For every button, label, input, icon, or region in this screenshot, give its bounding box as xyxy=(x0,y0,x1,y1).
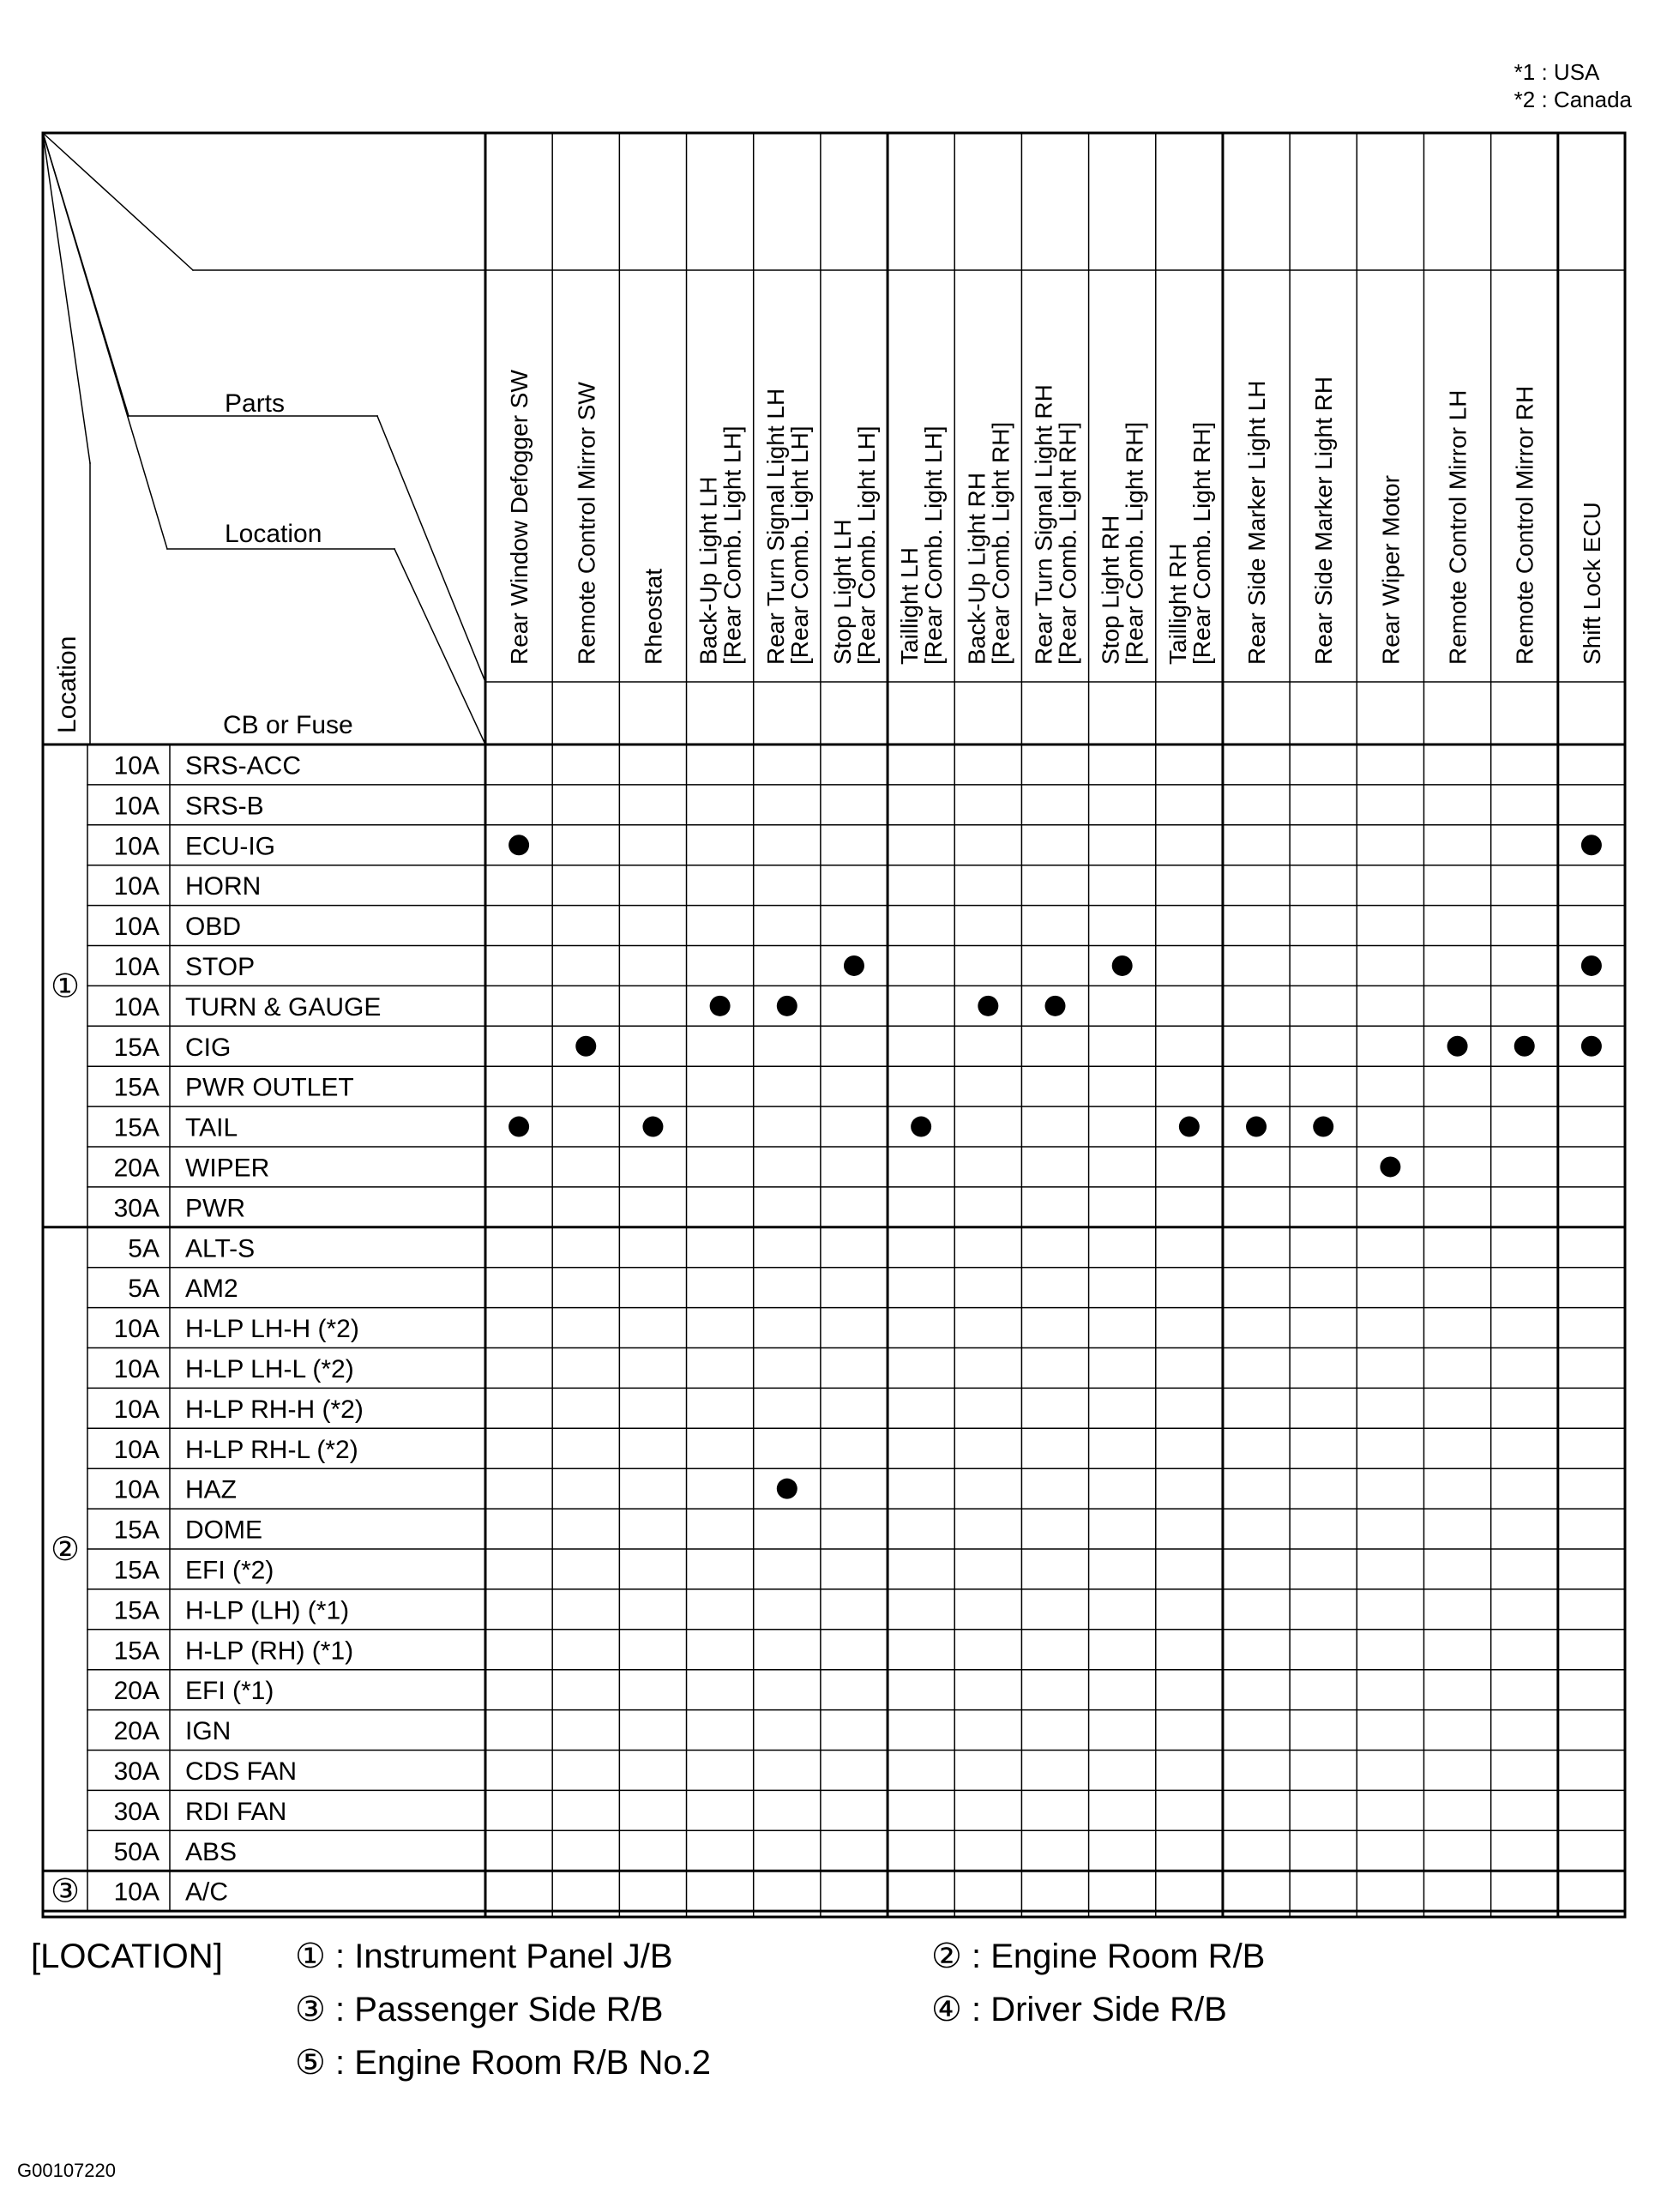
fuse-amperage: 10A xyxy=(113,792,159,821)
legend-text: Passenger Side R/B xyxy=(354,1991,664,2028)
footnote-mark: *1 xyxy=(1514,59,1536,85)
fuse-name: H-LP LH-H (*2) xyxy=(185,1315,359,1344)
part-label: Shift Lock ECU xyxy=(1578,502,1605,665)
part-label: Taillight LH xyxy=(896,547,924,665)
fuse-amperage: 15A xyxy=(113,1556,159,1585)
fuse-name: SRS-B xyxy=(185,792,264,821)
connection-dot xyxy=(1380,1156,1400,1177)
part-label: Stop Light LH xyxy=(828,519,856,665)
connection-dot xyxy=(509,835,529,855)
fuse-amperage: 20A xyxy=(113,1717,159,1746)
connection-dot xyxy=(777,996,797,1016)
fuse-amperage: 10A xyxy=(113,872,159,901)
fuse-amperage: 50A xyxy=(113,1837,159,1866)
part-label: Rear Window Defogger SW xyxy=(506,370,533,665)
part-label: Rheostat xyxy=(640,568,667,665)
fuse-amperage: 30A xyxy=(113,1194,159,1223)
fuse-amperage: 30A xyxy=(113,1757,159,1786)
fuse-amperage: 10A xyxy=(113,1315,159,1344)
footnote-usa: *1 : USA xyxy=(1514,59,1600,85)
fuse-amperage: 15A xyxy=(113,1596,159,1625)
header-cb-fuse-label: CB or Fuse xyxy=(223,711,353,739)
part-label: [Rear Comb. Light RH] xyxy=(1121,421,1148,665)
fuse-amperage: 10A xyxy=(113,1877,159,1907)
part-label: [Rear Comb. Light LH] xyxy=(719,425,746,665)
connection-dot xyxy=(575,1036,596,1057)
connection-dot xyxy=(844,955,864,976)
connection-dot xyxy=(1112,955,1133,976)
part-label: Rear Side Marker Light RH xyxy=(1310,376,1338,665)
part-label: [Rear Comb. Light RH] xyxy=(987,421,1014,665)
location-marker-1: ① xyxy=(50,968,81,1005)
connection-dot xyxy=(1514,1036,1535,1057)
part-label: Remote Control Mirror SW xyxy=(573,382,600,665)
fuse-name: EFI (*2) xyxy=(185,1556,274,1585)
footnote-text: Canada xyxy=(1553,87,1632,112)
footnote-canada: *2 : Canada xyxy=(1514,87,1632,112)
fuse-amperage: 10A xyxy=(113,1435,159,1464)
header-location-label: Location xyxy=(225,520,322,548)
footnote-text: USA xyxy=(1553,59,1600,85)
legend-key: [LOCATION] xyxy=(31,1938,223,1975)
part-label: [Rear Comb. Light RH] xyxy=(1054,421,1081,665)
fuse-name: TURN & GAUGE xyxy=(185,992,382,1022)
part-label: Taillight RH xyxy=(1164,543,1191,665)
connection-dot xyxy=(1179,1117,1200,1137)
legend-text: Engine Room R/B xyxy=(990,1938,1266,1975)
fuse-name: ABS xyxy=(185,1837,238,1866)
connection-dot xyxy=(978,996,998,1016)
part-label: Back-Up Light RH xyxy=(963,472,990,665)
fuse-name: H-LP RH-L (*2) xyxy=(185,1435,358,1464)
diagonal-line xyxy=(43,133,167,549)
legend-marker: ② xyxy=(931,1938,962,1975)
fuse-name: H-LP LH-L (*2) xyxy=(185,1354,354,1383)
legend-text: Instrument Panel J/B xyxy=(354,1938,673,1975)
fuse-name: H-LP (RH) (*1) xyxy=(185,1636,354,1666)
fuse-amperage: 15A xyxy=(113,1516,159,1545)
fuse-amperage: 30A xyxy=(113,1797,159,1826)
fuse-name: CDS FAN xyxy=(185,1757,298,1786)
part-label: Rear Side Marker Light LH xyxy=(1243,380,1271,665)
fuse-amperage: 10A xyxy=(113,832,159,861)
legend-item-2: ② : Engine Room R/B xyxy=(931,1938,1266,1975)
part-label: Rear Turn Signal Light LH xyxy=(761,388,789,665)
diagonal-line xyxy=(43,133,193,270)
legend-item-3: ③ : Passenger Side R/B xyxy=(295,1991,664,2028)
part-label: [Rear Comb. Light LH] xyxy=(920,425,948,665)
fuse-amperage: 5A xyxy=(128,1234,159,1263)
fuse-name: RDI FAN xyxy=(185,1797,287,1826)
fuse-name: EFI (*1) xyxy=(185,1677,274,1706)
fuse-name: H-LP (LH) (*1) xyxy=(185,1596,350,1625)
connection-dot xyxy=(642,1117,663,1137)
connection-dot xyxy=(1581,835,1602,855)
fuse-name: PWR xyxy=(185,1194,245,1223)
connection-dot xyxy=(1581,1036,1602,1057)
fuse-name: H-LP RH-H (*2) xyxy=(185,1395,364,1424)
fuse-name: AM2 xyxy=(185,1275,238,1304)
fuse-amperage: 15A xyxy=(113,1636,159,1666)
footnote-mark: *2 xyxy=(1514,87,1536,112)
fuse-amperage: 15A xyxy=(113,1033,159,1062)
fuse-amperage: 10A xyxy=(113,1354,159,1383)
part-label: Back-Up Light LH xyxy=(695,476,722,665)
fuse-amperage: 15A xyxy=(113,1073,159,1102)
fuse-amperage: 10A xyxy=(113,1395,159,1424)
connection-dot xyxy=(1447,1036,1468,1057)
legend-item-1: ① : Instrument Panel J/B xyxy=(295,1938,673,1975)
fuse-amperage: 20A xyxy=(113,1154,159,1183)
part-label: [Rear Comb. Light LH] xyxy=(785,425,813,665)
legend-marker: ④ xyxy=(931,1991,962,2028)
fuse-name: WIPER xyxy=(185,1154,270,1183)
figure-code: G00107220 xyxy=(17,2160,116,2181)
part-label: Rear Wiper Motor xyxy=(1377,475,1405,665)
fuse-amperage: 10A xyxy=(113,952,159,981)
legend-marker: ⑤ xyxy=(295,2044,326,2082)
fuse-name: OBD xyxy=(185,913,242,942)
location-marker-2: ② xyxy=(50,1532,81,1568)
fuse-name: SRS-ACC xyxy=(185,751,302,781)
fuse-amperage: 10A xyxy=(113,913,159,942)
fuse-name: CIG xyxy=(185,1033,232,1062)
legend-marker: ③ xyxy=(295,1991,326,2028)
diagonal-line xyxy=(43,133,90,463)
fuse-amperage: 10A xyxy=(113,751,159,781)
connection-dot xyxy=(710,996,731,1016)
legend-text: Engine Room R/B No.2 xyxy=(354,2044,711,2082)
header-parts-label: Parts xyxy=(225,389,286,418)
legend-item-4: ④ : Driver Side R/B xyxy=(931,1991,1227,2028)
fuse-name: A/C xyxy=(185,1877,229,1907)
fuse-amperage: 10A xyxy=(113,992,159,1022)
fuse-amperage: 5A xyxy=(128,1275,159,1304)
fuse-name: ALT-S xyxy=(185,1234,256,1263)
fuse-name: ECU-IG xyxy=(185,832,275,861)
fuse-name: TAIL xyxy=(185,1113,238,1142)
connection-dot xyxy=(911,1117,931,1137)
part-label: [Rear Comb. Light LH] xyxy=(852,425,880,665)
connection-dot xyxy=(1313,1117,1333,1137)
part-label: Remote Control Mirror LH xyxy=(1444,389,1471,665)
connection-dot xyxy=(509,1117,529,1137)
connection-dot xyxy=(1045,996,1066,1016)
part-label: [Rear Comb. Light RH] xyxy=(1188,421,1215,665)
location-marker-3: ③ xyxy=(50,1873,81,1910)
legend-item-5: ⑤ : Engine Room R/B No.2 xyxy=(295,2044,711,2082)
fuse-amperage: 20A xyxy=(113,1677,159,1706)
fuse-name: STOP xyxy=(185,952,256,981)
fuse-name: IGN xyxy=(185,1717,232,1746)
part-label: Stop Light RH xyxy=(1097,515,1124,665)
location-column-label: Location xyxy=(53,636,81,733)
fuse-name: HORN xyxy=(185,872,262,901)
connection-dot xyxy=(1581,955,1602,976)
fuse-name: DOME xyxy=(185,1516,262,1545)
legend-marker: ① xyxy=(295,1938,326,1975)
fuse-amperage: 10A xyxy=(113,1475,159,1504)
fuse-name: PWR OUTLET xyxy=(185,1073,354,1102)
legend-text: Driver Side R/B xyxy=(990,1991,1227,2028)
fuse-name: HAZ xyxy=(185,1475,237,1504)
connection-dot xyxy=(777,1479,797,1499)
fuse-amperage: 15A xyxy=(113,1113,159,1142)
part-label: Remote Control Mirror RH xyxy=(1511,385,1538,665)
part-label: Rear Turn Signal Light RH xyxy=(1030,384,1057,665)
connection-dot xyxy=(1246,1117,1267,1137)
